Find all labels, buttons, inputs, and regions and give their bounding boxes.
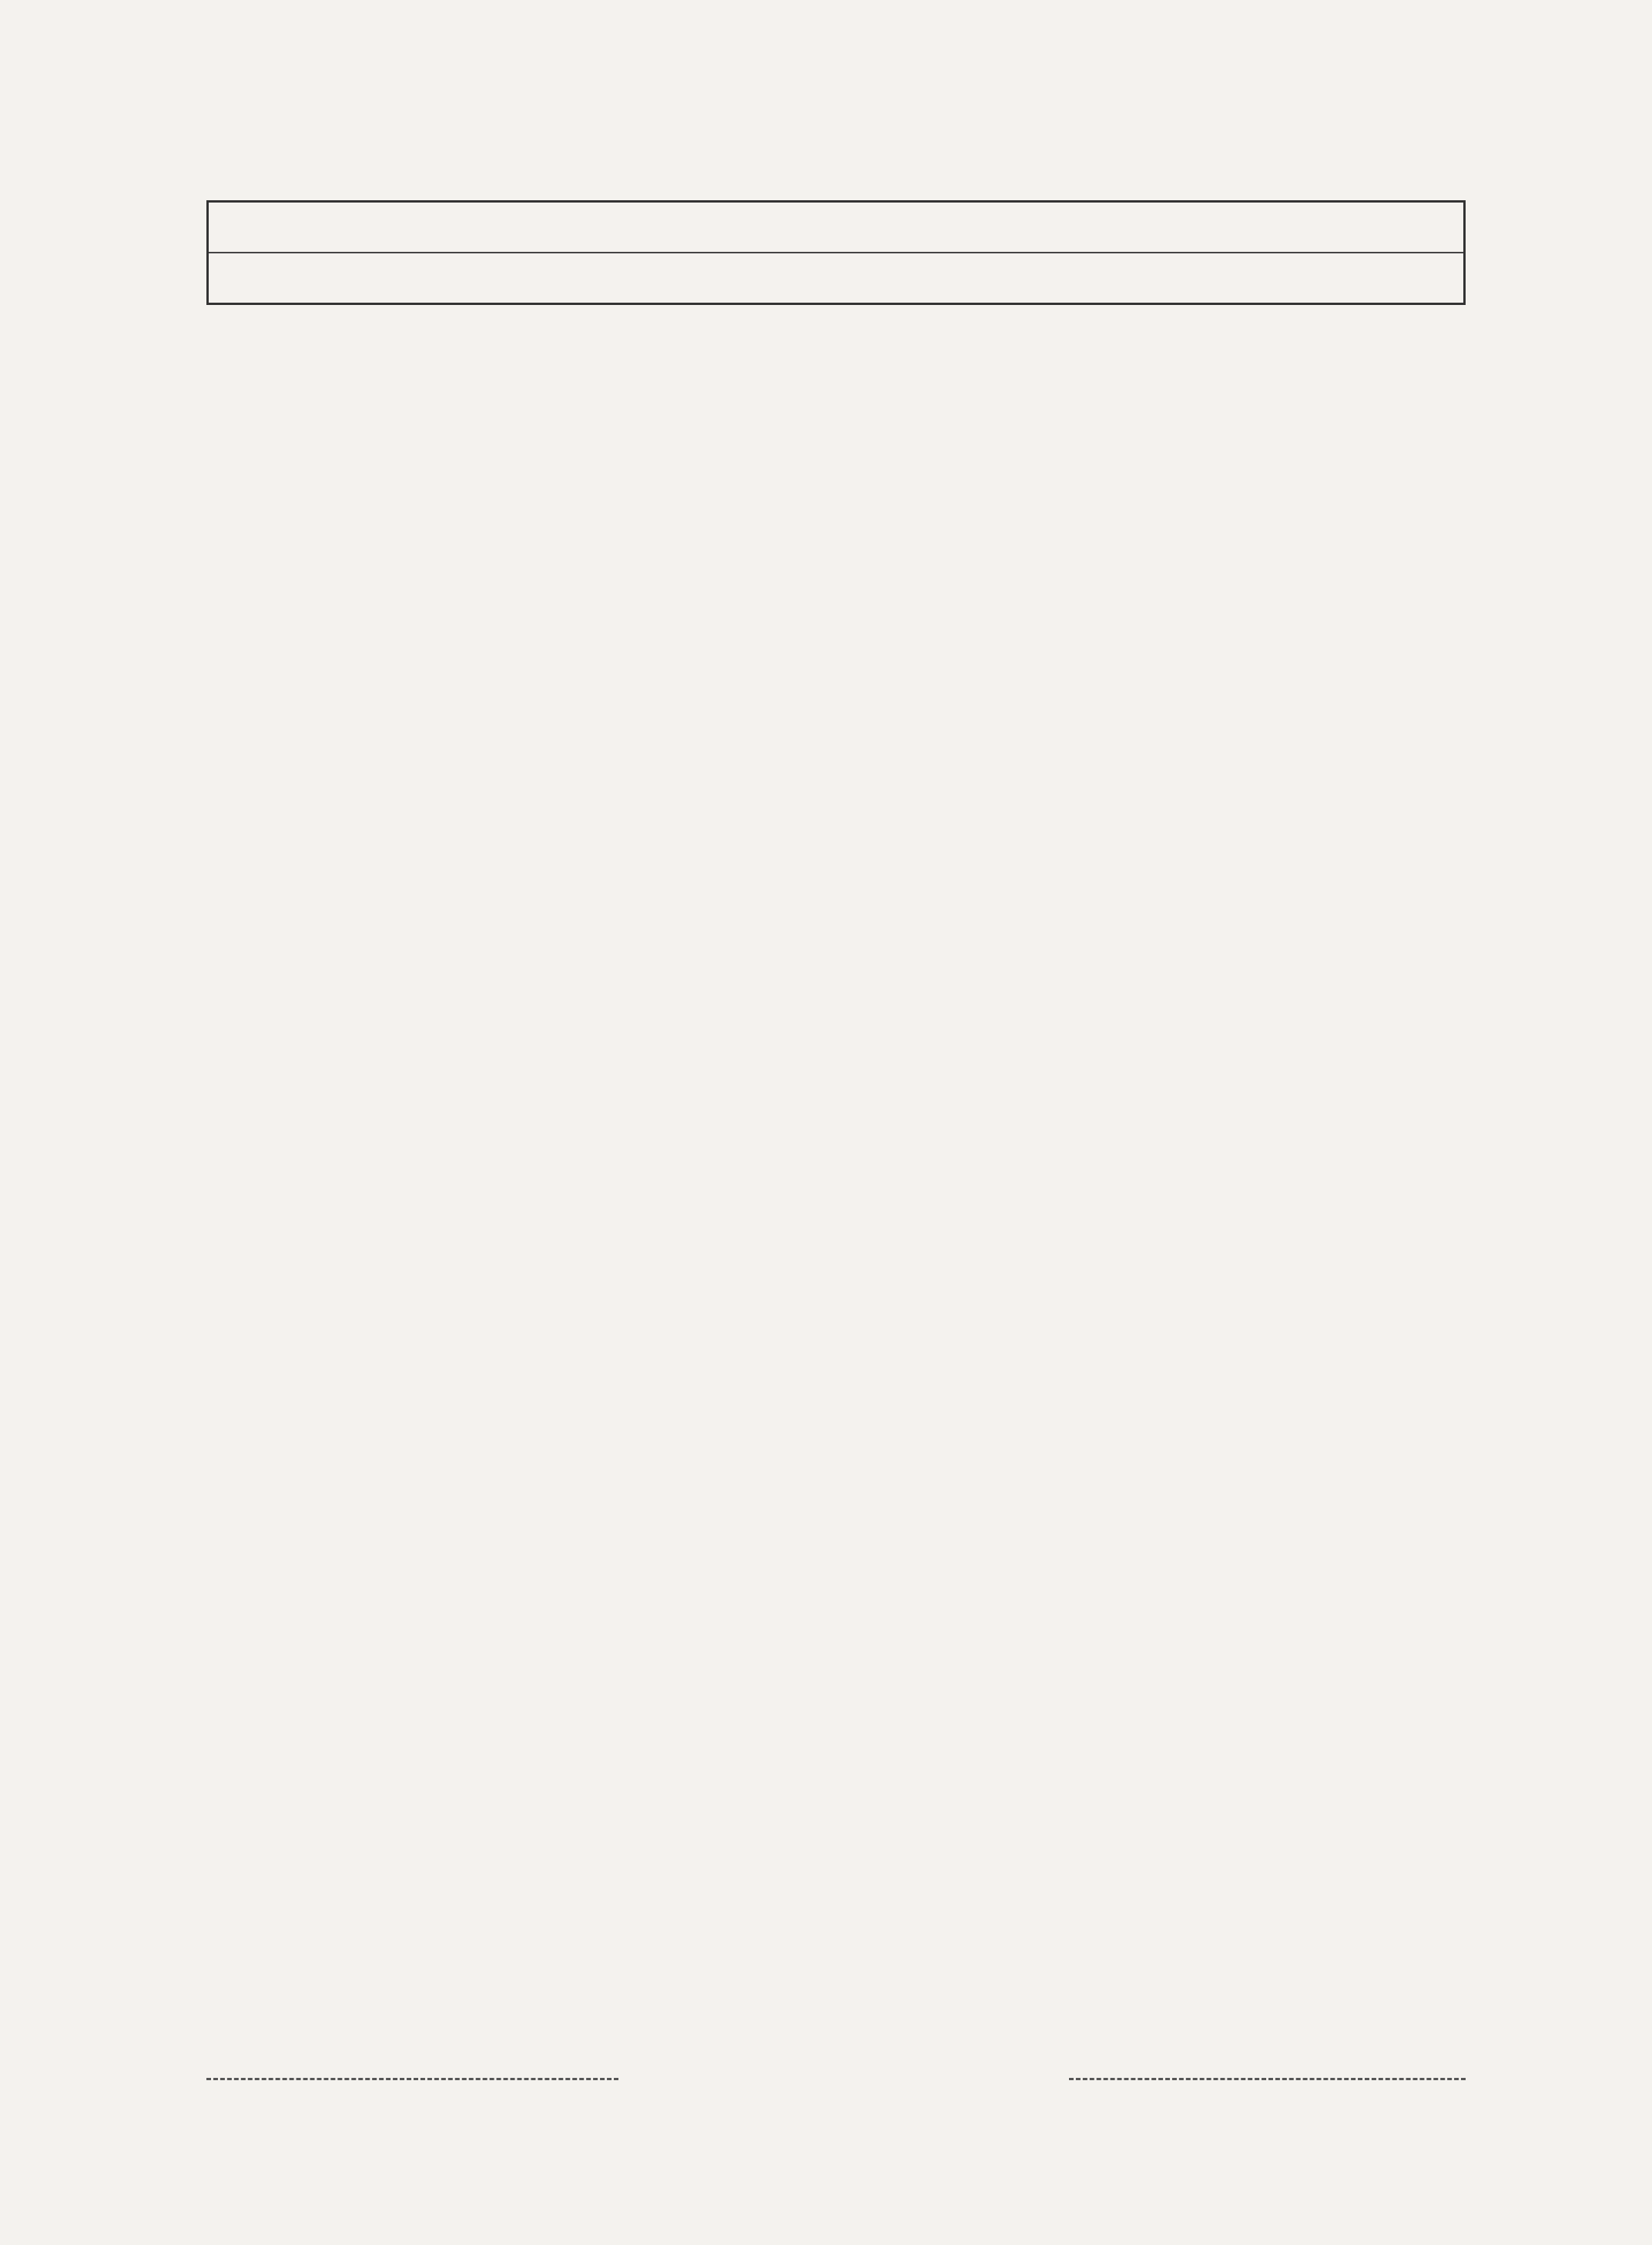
answer-table bbox=[206, 200, 1466, 305]
footer-divider-right bbox=[1069, 2078, 1466, 2080]
row-label-answers bbox=[208, 253, 1465, 304]
table-row-answers bbox=[208, 253, 1465, 304]
answer-table-wrap bbox=[206, 200, 1466, 305]
page-content bbox=[206, 171, 1466, 371]
table-row-numbers bbox=[208, 202, 1465, 253]
last-paragraph bbox=[206, 327, 1466, 371]
footer-divider-left bbox=[206, 2078, 618, 2080]
row-label-numbers bbox=[208, 202, 1465, 253]
page-footer bbox=[206, 2055, 1466, 2101]
